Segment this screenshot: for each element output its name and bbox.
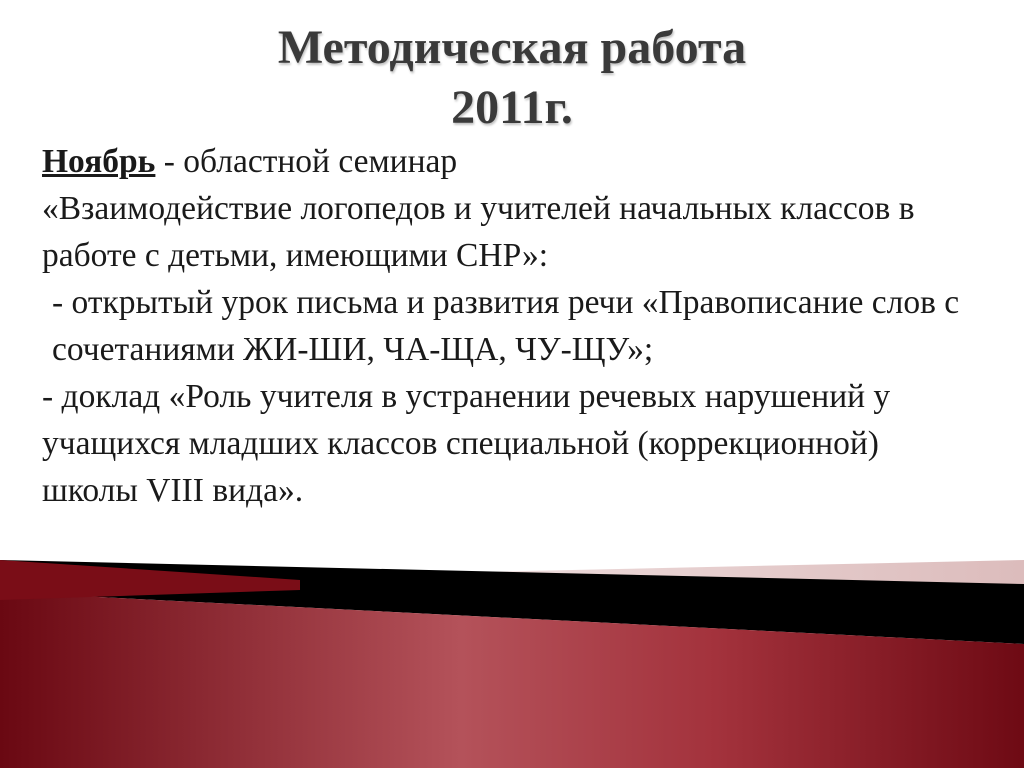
seminar-label: - областной семинар bbox=[155, 143, 458, 180]
slide-body bbox=[42, 138, 982, 514]
open-lesson: - открытый урок письма и развития речи «Правописание слов с сочетаниями ЖИ-ШИ, ЧА-ЩА, ЧУ-ЩУ»; bbox=[52, 284, 960, 368]
slide-title bbox=[0, 18, 1024, 138]
seminar-title: «Взаимодействие логопедов и учителей начальных классов в работе с детьми, имеющими СНР»: bbox=[42, 190, 915, 274]
paragraph-seminar bbox=[42, 138, 982, 185]
title-line-2: 2011г. bbox=[451, 81, 573, 134]
month-label: Ноябрь bbox=[42, 143, 156, 180]
report: - доклад «Роль учителя в устранении речевых нарушений у учащихся младших классов специальной (коррекционной) школы VIII вида». bbox=[42, 378, 891, 509]
title-line-1: Методическая работа bbox=[277, 21, 747, 74]
